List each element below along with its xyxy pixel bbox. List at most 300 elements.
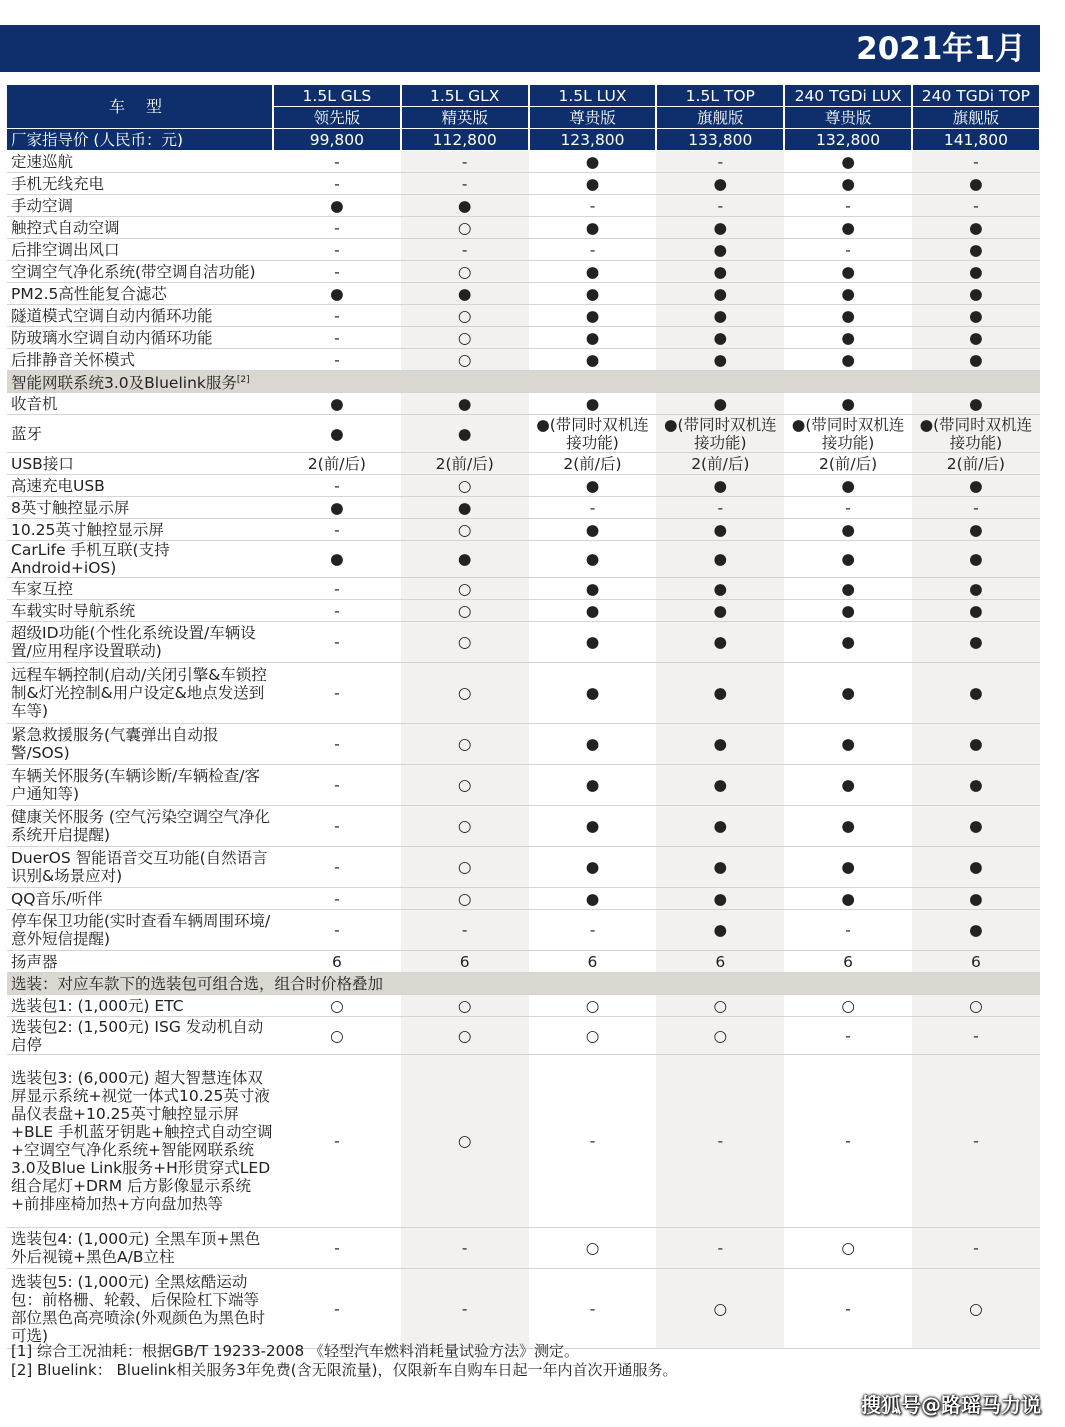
feature-value: ● xyxy=(656,261,784,283)
spec-table xyxy=(7,85,1041,1349)
feature-value: ● xyxy=(784,622,912,663)
feature-value: ● xyxy=(656,239,784,261)
feature-value: ● xyxy=(912,765,1040,806)
trim-name: 1.5L GLX xyxy=(401,85,529,107)
feature-value: - xyxy=(529,239,657,261)
feature-value: - xyxy=(401,151,529,173)
feature-value: ● xyxy=(529,305,657,327)
feature-value: ● xyxy=(912,910,1040,951)
footnotes xyxy=(11,1342,677,1380)
feature-value: ● xyxy=(784,217,912,239)
feature-label: 8英寸触控显示屏 xyxy=(7,497,273,519)
trim-edition: 精英版 xyxy=(401,107,529,129)
feature-value: ● xyxy=(529,765,657,806)
feature-label: 选装包1: (1,000元) ETC xyxy=(7,995,273,1017)
feature-value: ○ xyxy=(401,847,529,888)
feature-value: ● xyxy=(529,724,657,765)
feature-value: ● xyxy=(784,541,912,578)
feature-value: 6 xyxy=(401,951,529,973)
feature-label: 扬声器 xyxy=(7,951,273,973)
feature-value: ○ xyxy=(656,995,784,1017)
feature-value: - xyxy=(273,578,401,600)
feature-label: 选装包3: (6,000元) 超大智慧连体双屏显示系统+视觉一体式10.25英寸液晶仪表盘+10.25英寸触控显示屏+BLE 手机蓝牙钥匙+触控式自动空调+空调空气净化系统+智能网联系统3.0及Blue Link服务+H形贯穿式LED组合尾灯+DRM 后方影像显示系统+前排座椅加热+方向盘加热等 xyxy=(7,1055,273,1228)
table-row xyxy=(7,475,1040,497)
feature-value: ● xyxy=(529,519,657,541)
feature-value: - xyxy=(273,1055,401,1228)
feature-label: QQ音乐/听伴 xyxy=(7,888,273,910)
section-title xyxy=(7,973,1040,995)
feature-label: 停车保卫功能(实时查看车辆周围环境/意外短信提醒) xyxy=(7,910,273,951)
table-row xyxy=(7,765,1040,806)
section-title xyxy=(7,371,1040,393)
feature-value: ○ xyxy=(401,217,529,239)
feature-value: - xyxy=(273,305,401,327)
table-row xyxy=(7,261,1040,283)
feature-value: - xyxy=(273,1228,401,1269)
feature-value: - xyxy=(912,1017,1040,1055)
feature-value: ● xyxy=(912,283,1040,305)
feature-label: 车辆关怀服务(车辆诊断/车辆检查/客户通知等) xyxy=(7,765,273,806)
feature-value: - xyxy=(529,497,657,519)
feature-value: ● xyxy=(784,578,912,600)
feature-value: 2(前/后) xyxy=(784,453,912,475)
feature-value: - xyxy=(784,1017,912,1055)
price-value: 99,800 xyxy=(273,129,401,151)
feature-value: ● xyxy=(529,806,657,847)
feature-label: 紧急救援服务(气囊弹出自动报警/SOS) xyxy=(7,724,273,765)
feature-value: ○ xyxy=(401,349,529,371)
feature-value: ● xyxy=(529,261,657,283)
feature-value: ● xyxy=(656,327,784,349)
price-value: 133,800 xyxy=(656,129,784,151)
feature-value: - xyxy=(273,475,401,497)
trim-name: 240 TGDi TOP xyxy=(912,85,1040,107)
feature-value: ● xyxy=(529,663,657,724)
feature-value: ○ xyxy=(401,622,529,663)
feature-value: ○ xyxy=(529,1017,657,1055)
feature-value: - xyxy=(401,1269,529,1349)
feature-value: - xyxy=(656,1228,784,1269)
table-row xyxy=(7,847,1040,888)
table-row xyxy=(7,995,1040,1017)
feature-value: ○ xyxy=(912,995,1040,1017)
feature-value: ● xyxy=(912,847,1040,888)
table-row xyxy=(7,173,1040,195)
table-row xyxy=(7,910,1040,951)
feature-value: ● xyxy=(529,541,657,578)
feature-value: ○ xyxy=(784,995,912,1017)
feature-value: ● xyxy=(656,173,784,195)
price-value: 112,800 xyxy=(401,129,529,151)
feature-value: ○ xyxy=(401,1017,529,1055)
feature-value: ● xyxy=(401,195,529,217)
trim-edition: 旗舰版 xyxy=(656,107,784,129)
feature-value: ● xyxy=(529,393,657,415)
table-header xyxy=(7,85,1040,151)
feature-value: ○ xyxy=(401,600,529,622)
feature-value: ● xyxy=(912,173,1040,195)
table-row xyxy=(7,393,1040,415)
feature-value: 2(前/后) xyxy=(273,453,401,475)
feature-value: - xyxy=(529,195,657,217)
feature-value: - xyxy=(273,327,401,349)
trim-edition: 领先版 xyxy=(273,107,401,129)
feature-value: 6 xyxy=(273,951,401,973)
feature-value: ● xyxy=(656,600,784,622)
feature-value: ○ xyxy=(912,1269,1040,1349)
feature-value: - xyxy=(784,195,912,217)
table-row xyxy=(7,151,1040,173)
feature-value: ● xyxy=(784,847,912,888)
feature-value: ● xyxy=(529,151,657,173)
feature-label: 选装包2: (1,500元) ISG 发动机自动启停 xyxy=(7,1017,273,1055)
feature-value: ● xyxy=(529,475,657,497)
feature-value: ● xyxy=(784,888,912,910)
feature-value: ● xyxy=(784,349,912,371)
table-row xyxy=(7,283,1040,305)
feature-value: - xyxy=(656,497,784,519)
feature-value: ● xyxy=(912,475,1040,497)
footnote: [1] 综合工况油耗：根据GB/T 19233-2008 《轻型汽车燃料消耗量试验方法》测定。 xyxy=(11,1342,579,1360)
feature-label: 后排空调出风口 xyxy=(7,239,273,261)
table-row xyxy=(7,239,1040,261)
feature-label: 后排静音关怀模式 xyxy=(7,349,273,371)
table-row xyxy=(7,217,1040,239)
feature-value: ● xyxy=(912,806,1040,847)
feature-value: ● xyxy=(401,283,529,305)
trim-edition: 旗舰版 xyxy=(912,107,1040,129)
feature-value: ● xyxy=(912,622,1040,663)
feature-value: - xyxy=(656,195,784,217)
watermark-text: 搜狐号@路瑶马力说 xyxy=(861,1393,1041,1417)
table-row xyxy=(7,578,1040,600)
feature-value: 2(前/后) xyxy=(912,453,1040,475)
trim-name: 1.5L GLS xyxy=(273,85,401,107)
feature-label: 手机无线充电 xyxy=(7,173,273,195)
header-banner xyxy=(0,25,1040,72)
price-value: 123,800 xyxy=(529,129,657,151)
feature-value: ● xyxy=(656,622,784,663)
table-row xyxy=(7,327,1040,349)
feature-value: ● xyxy=(656,475,784,497)
feature-value: ○ xyxy=(401,663,529,724)
feature-value: ● xyxy=(529,600,657,622)
feature-value: ● xyxy=(912,239,1040,261)
feature-value: ○ xyxy=(656,1017,784,1055)
feature-value: - xyxy=(401,910,529,951)
feature-value: ● xyxy=(656,663,784,724)
feature-value: ● xyxy=(656,393,784,415)
table-row xyxy=(7,600,1040,622)
feature-value: ○ xyxy=(401,1055,529,1228)
feature-value: ○ xyxy=(401,327,529,349)
feature-value: ● xyxy=(784,327,912,349)
feature-value: ○ xyxy=(656,1269,784,1349)
trim-name: 1.5L LUX xyxy=(529,85,657,107)
model-label: 车 型 xyxy=(7,85,273,129)
feature-value: - xyxy=(784,497,912,519)
feature-value: ● xyxy=(273,497,401,519)
feature-value: ● xyxy=(784,663,912,724)
feature-label: 车载实时导航系统 xyxy=(7,600,273,622)
trim-edition: 尊贵版 xyxy=(529,107,657,129)
feature-value: 6 xyxy=(529,951,657,973)
feature-value: 6 xyxy=(656,951,784,973)
feature-value: ● xyxy=(401,415,529,453)
feature-value: - xyxy=(273,622,401,663)
feature-value: ● xyxy=(784,305,912,327)
feature-label: 高速充电USB xyxy=(7,475,273,497)
feature-value: ● xyxy=(656,724,784,765)
feature-value: ● xyxy=(529,173,657,195)
feature-value: ● xyxy=(912,578,1040,600)
table-body xyxy=(7,151,1040,1349)
feature-value: ● xyxy=(401,541,529,578)
feature-value: - xyxy=(273,663,401,724)
feature-value: ● xyxy=(529,283,657,305)
feature-value: ● xyxy=(912,261,1040,283)
feature-value: - xyxy=(273,806,401,847)
feature-label: 超级ID功能(个性化系统设置/车辆设置/应用程序设置联动) xyxy=(7,622,273,663)
feature-value: ● xyxy=(401,393,529,415)
feature-value: ● xyxy=(273,393,401,415)
feature-value: - xyxy=(401,239,529,261)
feature-value: - xyxy=(912,1228,1040,1269)
feature-value: ● xyxy=(784,600,912,622)
feature-value: ● xyxy=(656,349,784,371)
feature-value: ● xyxy=(784,283,912,305)
table-row xyxy=(7,195,1040,217)
feature-value: ○ xyxy=(401,305,529,327)
table-row xyxy=(7,1228,1040,1269)
section-row xyxy=(7,973,1040,995)
feature-value: - xyxy=(529,1055,657,1228)
feature-value: ● xyxy=(784,765,912,806)
feature-label: 远程车辆控制(启动/关闭引擎&车锁控制&灯光控制&用户设定&地点发送到车等) xyxy=(7,663,273,724)
feature-label: 收音机 xyxy=(7,393,273,415)
feature-value: - xyxy=(273,519,401,541)
feature-value: ● xyxy=(656,519,784,541)
feature-label: 空调空气净化系统(带空调自洁功能) xyxy=(7,261,273,283)
feature-value: ● xyxy=(784,806,912,847)
feature-value: - xyxy=(273,151,401,173)
feature-value: - xyxy=(656,1055,784,1228)
feature-label: 选装包4: (1,000元) 全黑车顶+黑色外后视镜+黑色A/B立柱 xyxy=(7,1228,273,1269)
feature-value: ● xyxy=(273,415,401,453)
feature-value: ● xyxy=(529,217,657,239)
feature-label: 10.25英寸触控显示屏 xyxy=(7,519,273,541)
table-row xyxy=(7,951,1040,973)
feature-value: ● xyxy=(912,519,1040,541)
feature-value: - xyxy=(784,910,912,951)
table-row xyxy=(7,1269,1040,1349)
feature-label: 隧道模式空调自动内循环功能 xyxy=(7,305,273,327)
feature-value: - xyxy=(529,910,657,951)
price-value: 132,800 xyxy=(784,129,912,151)
feature-value: ○ xyxy=(401,475,529,497)
feature-value: - xyxy=(273,1269,401,1349)
feature-value: 6 xyxy=(912,951,1040,973)
feature-value: ● xyxy=(784,393,912,415)
feature-value: - xyxy=(784,1055,912,1228)
feature-value: - xyxy=(401,1228,529,1269)
feature-value: ● xyxy=(912,393,1040,415)
feature-value: ● xyxy=(529,888,657,910)
feature-value: ● xyxy=(784,724,912,765)
feature-value: ● xyxy=(656,888,784,910)
trim-name: 1.5L TOP xyxy=(656,85,784,107)
feature-value: ○ xyxy=(401,519,529,541)
feature-value: ● xyxy=(784,519,912,541)
date-label: 2021年1月 xyxy=(856,31,1026,67)
feature-value: ● xyxy=(656,806,784,847)
feature-value: ● xyxy=(656,578,784,600)
feature-label: 手动空调 xyxy=(7,195,273,217)
feature-value: ○ xyxy=(401,261,529,283)
trim-name: 240 TGDi LUX xyxy=(784,85,912,107)
feature-value: ● xyxy=(529,578,657,600)
feature-value: ○ xyxy=(401,888,529,910)
table-row xyxy=(7,519,1040,541)
feature-value: ● xyxy=(912,724,1040,765)
feature-value: - xyxy=(273,261,401,283)
feature-value: 2(前/后) xyxy=(656,453,784,475)
feature-value: ●(带同时双机连接功能) xyxy=(912,415,1040,453)
feature-label: 健康关怀服务 (空气污染空调空气净化系统开启提醒) xyxy=(7,806,273,847)
feature-value: - xyxy=(529,1269,657,1349)
feature-value: - xyxy=(273,724,401,765)
feature-value: ● xyxy=(656,217,784,239)
feature-value: - xyxy=(656,151,784,173)
feature-value: ● xyxy=(784,261,912,283)
feature-value: ● xyxy=(912,327,1040,349)
feature-value: - xyxy=(912,497,1040,519)
feature-value: - xyxy=(784,239,912,261)
table-row xyxy=(7,305,1040,327)
feature-value: ○ xyxy=(401,806,529,847)
feature-label: 车家互控 xyxy=(7,578,273,600)
table-row xyxy=(7,497,1040,519)
table-row xyxy=(7,1055,1040,1228)
feature-label: 定速巡航 xyxy=(7,151,273,173)
feature-value: - xyxy=(273,173,401,195)
feature-value: ●(带同时双机连接功能) xyxy=(529,415,657,453)
feature-value: ● xyxy=(529,847,657,888)
feature-value: - xyxy=(273,217,401,239)
feature-value: ● xyxy=(656,283,784,305)
feature-value: - xyxy=(273,910,401,951)
feature-value: ● xyxy=(784,173,912,195)
feature-label: CarLife 手机互联(支持Android+iOS) xyxy=(7,541,273,578)
table-row xyxy=(7,1017,1040,1055)
footnote-ref: [2] xyxy=(236,375,250,385)
feature-value: - xyxy=(401,173,529,195)
feature-value: ● xyxy=(784,151,912,173)
feature-value: ○ xyxy=(401,765,529,806)
feature-value: - xyxy=(273,349,401,371)
feature-label: PM2.5高性能复合滤芯 xyxy=(7,283,273,305)
feature-value: 2(前/后) xyxy=(529,453,657,475)
table-row xyxy=(7,349,1040,371)
feature-value: ● xyxy=(656,305,784,327)
section-title-text: 智能网联系统3.0及Bluelink服务 xyxy=(11,374,237,393)
feature-value: ○ xyxy=(401,578,529,600)
feature-value: ○ xyxy=(529,995,657,1017)
feature-value: - xyxy=(273,765,401,806)
feature-value: ○ xyxy=(273,1017,401,1055)
feature-label: DuerOS 智能语音交互功能(自然语言识别&场景应对) xyxy=(7,847,273,888)
feature-value: ● xyxy=(273,541,401,578)
feature-value: - xyxy=(273,847,401,888)
feature-value: ● xyxy=(912,217,1040,239)
table-row xyxy=(7,541,1040,578)
table-row xyxy=(7,453,1040,475)
table-row xyxy=(7,724,1040,765)
feature-label: 蓝牙 xyxy=(7,415,273,453)
price-value: 141,800 xyxy=(912,129,1040,151)
section-row xyxy=(7,371,1040,393)
price-label: 厂家指导价 (人民币：元) xyxy=(7,129,273,151)
feature-value: ● xyxy=(273,283,401,305)
feature-value: ● xyxy=(273,195,401,217)
feature-value: ● xyxy=(529,327,657,349)
feature-value: - xyxy=(273,239,401,261)
feature-value: ○ xyxy=(784,1228,912,1269)
feature-label: 选装包5: (1,000元) 全黑炫酷运动包：前格栅、轮毂、后保险杠下端等部位黑色高亮喷涂(外观颜色为黑色时可选) xyxy=(7,1269,273,1349)
feature-value: ● xyxy=(656,910,784,951)
feature-value: ● xyxy=(529,622,657,663)
feature-value: ● xyxy=(912,663,1040,724)
feature-value: ○ xyxy=(401,724,529,765)
feature-value: ● xyxy=(912,541,1040,578)
feature-value: ○ xyxy=(401,995,529,1017)
feature-value: 6 xyxy=(784,951,912,973)
feature-value: ○ xyxy=(273,995,401,1017)
feature-value: ● xyxy=(401,497,529,519)
feature-value: ● xyxy=(912,600,1040,622)
table-row xyxy=(7,663,1040,724)
feature-value: - xyxy=(273,888,401,910)
feature-value: - xyxy=(912,151,1040,173)
feature-label: USB接口 xyxy=(7,453,273,475)
feature-value: - xyxy=(784,1269,912,1349)
trim-edition: 尊贵版 xyxy=(784,107,912,129)
feature-value: - xyxy=(912,1055,1040,1228)
feature-value: 2(前/后) xyxy=(401,453,529,475)
feature-value: ○ xyxy=(529,1228,657,1269)
feature-value: - xyxy=(912,195,1040,217)
section-title-text: 选装：对应车款下的选装包可组合选，组合时价格叠加 xyxy=(11,974,384,993)
feature-value: ● xyxy=(912,888,1040,910)
feature-label: 防玻璃水空调自动内循环功能 xyxy=(7,327,273,349)
table-row xyxy=(7,415,1040,453)
feature-value: ● xyxy=(656,765,784,806)
feature-value: ● xyxy=(529,349,657,371)
table-row xyxy=(7,622,1040,663)
footnote: [2] Bluelink： Bluelink相关服务3年免费(含无限流量)，仅限新车自购车日起一年内首次开通服务。 xyxy=(11,1361,678,1379)
feature-value: ● xyxy=(912,305,1040,327)
feature-value: ● xyxy=(656,541,784,578)
feature-value: ● xyxy=(784,475,912,497)
table-row xyxy=(7,806,1040,847)
feature-label: 触控式自动空调 xyxy=(7,217,273,239)
feature-value: ●(带同时双机连接功能) xyxy=(784,415,912,453)
feature-value: ●(带同时双机连接功能) xyxy=(656,415,784,453)
feature-value: ● xyxy=(656,847,784,888)
feature-value: - xyxy=(273,600,401,622)
feature-value: ● xyxy=(912,349,1040,371)
table-row xyxy=(7,888,1040,910)
